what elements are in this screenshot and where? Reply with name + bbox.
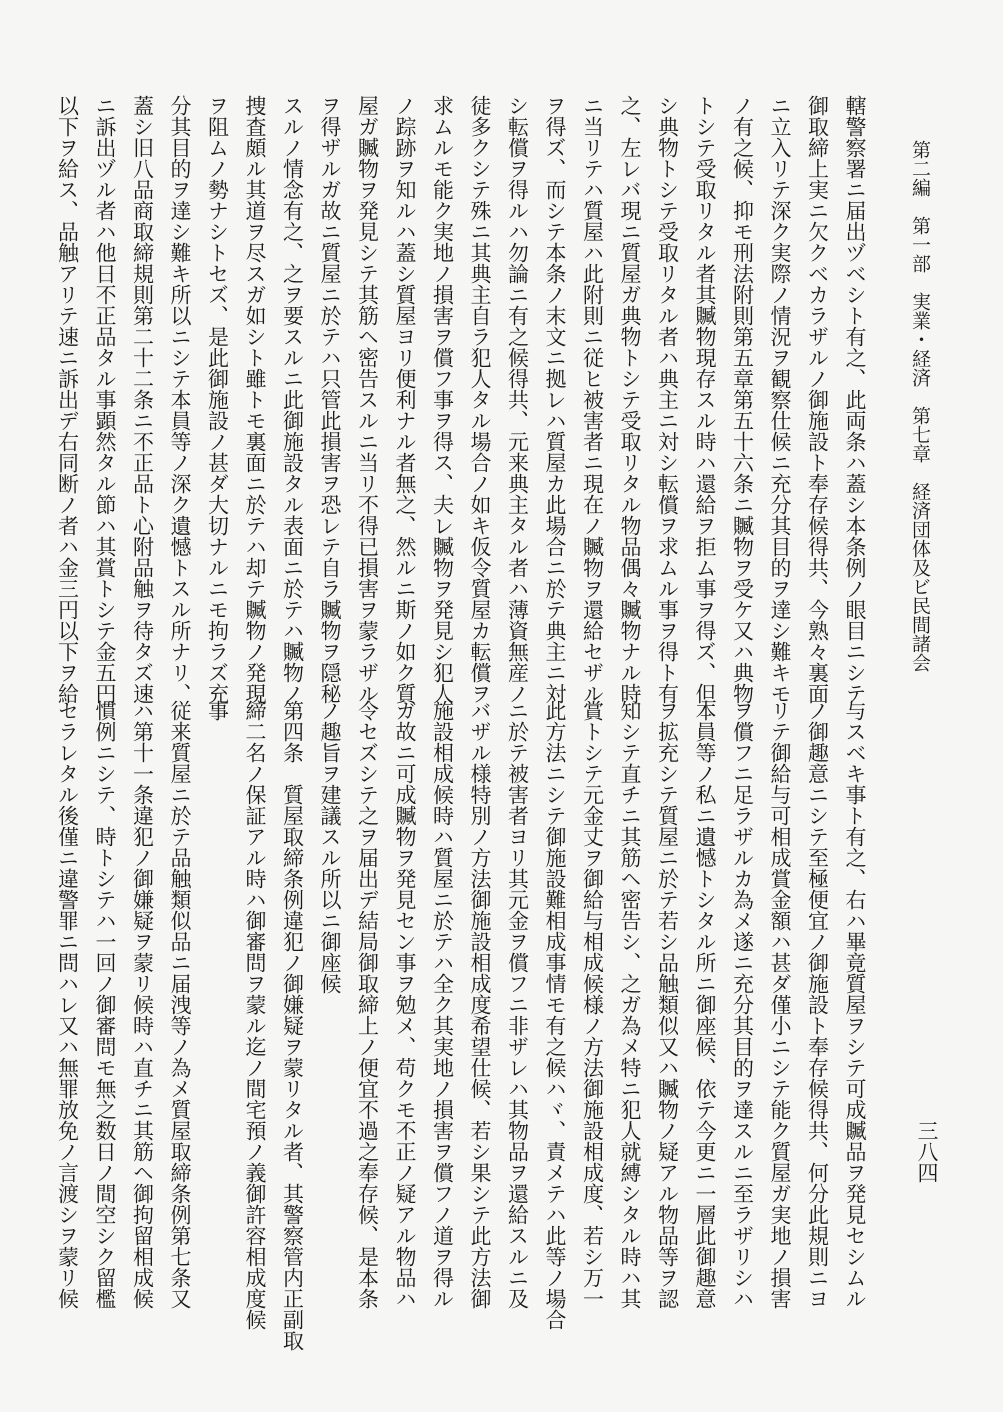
text-line: 与スベキ事ト有之、右ハ畢竟質屋ヲシテ可成贓品ヲ発見セシムル xyxy=(843,700,867,1309)
page-number: 三八四 xyxy=(915,1120,939,1183)
text-line: 御取締上実ニ欠クベカラザルノ御施設ト奉存候得共、今熟々裏面 xyxy=(805,95,830,704)
running-head: 第二編 第一部 実業・経済 第七章 経済団体及ビ民間諸会 xyxy=(909,140,931,672)
text-line: 之、左レバ現ニ質屋ガ典物トシテ受取リタル物品偶々贓物ナル時 xyxy=(618,95,642,704)
text-line: 賞トシテ元金丈ヲ御給与相成候様ノ方法御施設相成度、若シ万一 xyxy=(580,700,605,1309)
text-line: 施設相成候時ハ質屋ニ於テハ全ク其実地ノ損害ヲ償フノ道ヲ得ル xyxy=(430,700,455,1309)
text-line: シ典物トシテ受取リタル者ハ典主ニ対シ転償ヲ求ムル事ヲ得ト有 xyxy=(655,95,680,704)
text-line: ニ訴出ヅル者ハ他日不正品タル事顕然タル節ハ其賞トシテ金五円 xyxy=(93,95,117,704)
text-line: ハ第十一条違犯ノ御嫌疑ヲ蒙リ候時ハ直チニ其筋ヘ御拘留相成候 xyxy=(130,700,155,1309)
text-line: ニ当リテハ質屋ハ此附則ニ従ヒ被害者ニ現在ノ贓物ヲ還給セザル xyxy=(580,95,605,704)
text-line: 令セズシテ之ヲ届出デ結局御取締上ノ便宜不過之奉存候、是本条 xyxy=(355,700,380,1309)
text-line: 知シテ直チニ其筋ヘ密告シ、之ガ為メ特ニ犯人就縛シタル時ハ其 xyxy=(618,700,642,1309)
text-line: 蓋シ旧八品商取締規則第二十二条ニ不正品ト心附品触ヲ待タズ速 xyxy=(130,95,155,704)
text-line: 締二名ノ保証アル時ハ御審問ヲ蒙ル迄ノ間宅預ノ義御許容相成度候 xyxy=(243,700,267,1330)
text-line: 求ムルモ能ク実地ノ損害ヲ償フ事ヲ得ス、夫レ贓物ヲ発見シ犯人 xyxy=(430,95,455,704)
text-line: 従来質屋ニ於テ品触類似品ニ届洩等ノ為メ質屋取締条例第七条又 xyxy=(168,700,192,1309)
text-line: シ転償ヲ得ルハ勿論ニ有之候得共、元来典主タル者ハ薄資無産ノ xyxy=(505,95,530,704)
text-line: ヲ拡充シテ質屋ニ於テ若シ品触類似又ハ贓物ノ疑アル物品等ヲ認 xyxy=(655,700,680,1309)
text-line: セラレタル後僅ニ違警罪ニ問ハレ又ハ無罪放免ノ言渡シヲ蒙リ候 xyxy=(55,700,80,1309)
text-line: ヲ阻ムノ勢ナシトセズ、是此御施設ノ甚ダ大切ナルニモ拘ラズ充 xyxy=(205,95,230,704)
text-line: 捜査頗ル其道ヲ尽スガ如シト雖トモ裏面ニ於テハ却テ贓物ノ発現 xyxy=(243,95,267,704)
text-block-bottom xyxy=(55,700,873,1351)
text-line: 事 xyxy=(205,700,230,721)
text-block-top xyxy=(55,95,873,704)
text-line: ニ立入リテ深ク実際ノ情況ヲ観察仕候ニ充分其目的ヲ達シ難キモ xyxy=(768,95,792,704)
text-line: リテ御給与可相成賞金額ハ甚ダ僅小ニシテ能ク質屋ガ実地ノ損害 xyxy=(768,700,792,1309)
text-line: 第四条 質屋取締条例違犯ノ御嫌疑ヲ蒙リタル者、其警察管内正副取 xyxy=(280,700,305,1351)
text-line: 分其目的ヲ達シ難キ所以ニシテ本員等ノ深ク遺憾トスル所ナリ、 xyxy=(168,95,192,704)
text-line: 本員等ノ私ニ遺憾トシタル所ニ御座候、依テ今更ニ一層此御趣意 xyxy=(693,700,717,1309)
text-line: ガ故ニ可成贓物ヲ発見セン事ヲ勉メ、苟クモ不正ノ疑アル物品ハ xyxy=(393,700,417,1309)
text-line: トシテ受取リタル者其贓物現存スル時ハ還給ヲ拒ム事ヲ得ズ、但 xyxy=(693,95,717,704)
text-line: ニ於テ被害者ヨリ其元金ヲ償フニ非ザレハ其物品ヲ還給スルニ及 xyxy=(505,700,530,1309)
text-line: ノ御趣意ニシテ至極便宜ノ御施設ト奉存候得共、何分此規則ニヨ xyxy=(805,700,830,1309)
text-line: ノ趣旨ヲ建議スル所以ニ御座候 xyxy=(318,700,342,994)
text-line: 轄警察署ニ届出ヅベシト有之、此両条ハ蓋シ本条例ノ眼目ニシテ xyxy=(843,95,867,704)
text-line: 以下ヲ給ス、品触アリテ速ニ訴出デ右同断ノ者ハ金三円以下ヲ給 xyxy=(55,95,80,704)
text-line: 屋ガ贓物ヲ発見シテ其筋ヘ密告スルニ当リ不得已損害ヲ蒙ラザル xyxy=(355,95,380,704)
text-line: スルノ情念有之、之ヲ要スルニ此御施設タル表面ニ於テハ贓物ノ xyxy=(280,95,305,704)
text-line: ヲ得ズ、而シテ本条ノ末文ニ拠レハ質屋カ此場合ニ於テ典主ニ対 xyxy=(543,95,567,704)
text-line: バザル様特別ノ方法御施設相成度希望仕候、若シ果シテ此方法御 xyxy=(468,700,492,1309)
text-line: 慣例ニシテ、時トシテハ一回ノ御審問モ無之数日ノ間空シク留檻 xyxy=(93,700,117,1309)
text-line: 徒多クシテ殊ニ其典主自ラ犯人タル場合ノ如キ仮令質屋カ転償ヲ xyxy=(468,95,492,704)
text-line: ノ踪跡ヲ知ルハ蓋シ質屋ヨリ便利ナル者無之、然ルニ斯ノ如ク質 xyxy=(393,95,417,704)
text-line: ヲ得ザルガ故ニ質屋ニ於テハ只管此損害ヲ恐レテ自ラ贓物ヲ隠秘 xyxy=(318,95,342,704)
text-line: 此方法ニシテ御施設難相成事情モ有之候ハヾ、責メテハ此等ノ場合 xyxy=(543,700,567,1330)
text-line: ヲ償フニ足ラザルカ為メ遂ニ充分其目的ヲ達スルニ至ラザリシハ xyxy=(730,700,755,1309)
text-line: ノ有之候、抑モ刑法附則第五章第五十六条ニ贓物ヲ受ケ又ハ典物 xyxy=(730,95,755,704)
